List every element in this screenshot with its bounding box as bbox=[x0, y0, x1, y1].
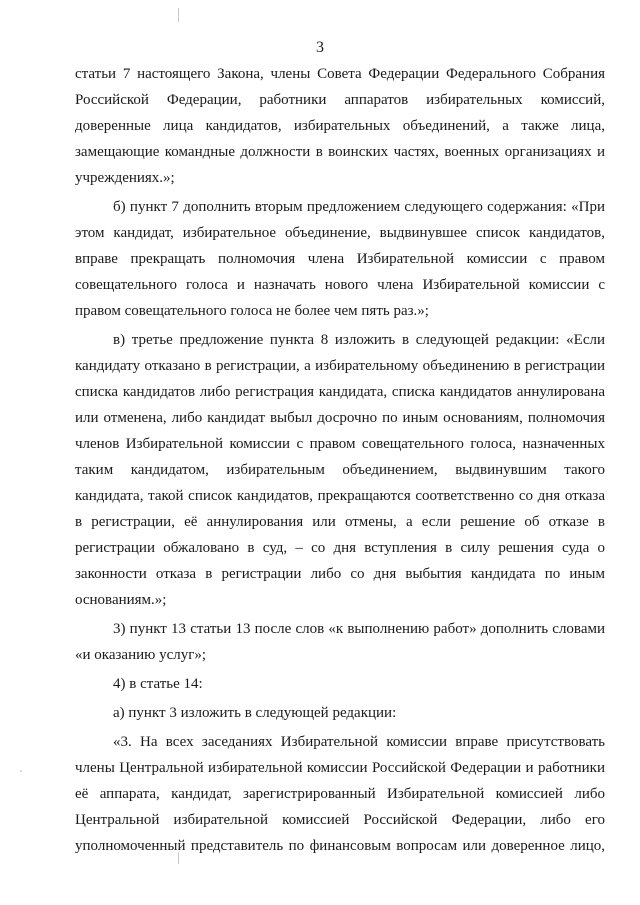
text-line: кандидата, такой список кандидатов, прекращаются соответственно со дня отказа bbox=[75, 488, 605, 504]
text-line: статьи 7 настоящего Закона, члены Совета Федерации Федерального Собрания bbox=[75, 66, 605, 82]
text-line: «и оказанию услуг»; bbox=[75, 647, 207, 663]
page-number: 3 bbox=[316, 39, 324, 56]
text-line: члены Центральной избирательной комиссии Российской Федерации и работники bbox=[75, 760, 605, 776]
text-line: совещательного голоса и назначать нового члена Избирательной комиссии с bbox=[75, 277, 605, 293]
text-line: доверенные лица кандидатов, избирательных объединений, а также лица, bbox=[75, 118, 605, 134]
text-line: 3) пункт 13 статьи 13 после слов «к выполнению работ» дополнить словами bbox=[113, 621, 605, 637]
text-line: этом кандидат, избирательное объединение, выдвинувшее список кандидатов, bbox=[75, 225, 605, 241]
scan-artifact-dot bbox=[20, 770, 22, 772]
paragraph bbox=[75, 671, 605, 697]
text-line: её аппарата, кандидат, зарегистрированный Избирательной комиссией либо bbox=[75, 786, 605, 802]
text-line: членов Избирательной комиссии с правом совещательного голоса, назначенных bbox=[75, 436, 605, 452]
text-line: таким кандидатом, избирательным объединением, выдвинувшим такого bbox=[75, 462, 605, 478]
text-line: в регистрации, её аннулирования или отмены, а если решение об отказе в bbox=[75, 514, 605, 530]
text-line: регистрации обжаловано в суд, – со дня вступления в силу решения суда о bbox=[75, 540, 605, 556]
text-line: основаниям.»; bbox=[75, 592, 167, 608]
text-line: Центральной избирательной комиссией Российской Федерации, либо его bbox=[75, 812, 605, 828]
scan-artifact-top bbox=[178, 8, 179, 22]
paragraph bbox=[75, 61, 605, 191]
text-line: списка кандидатов либо регистрация кандидата, списка кандидатов аннулирована bbox=[75, 384, 605, 400]
text-line: вправе прекращать полномочия члена Избирательной комиссии с правом bbox=[75, 251, 605, 267]
paragraph bbox=[75, 700, 605, 726]
text-line: б) пункт 7 дополнить вторым предложением следующего содержания: «При bbox=[113, 199, 605, 215]
text-line: а) пункт 3 изложить в следующей редакции: bbox=[113, 705, 397, 721]
text-line: уполномоченный представитель по финансовым вопросам или доверенное лицо, bbox=[75, 838, 605, 854]
text-line: или отменена, либо кандидат выбыл досрочно по иным основаниям, полномочия bbox=[75, 410, 605, 426]
paragraph bbox=[75, 194, 605, 324]
paragraph bbox=[75, 327, 605, 613]
text-line: «3. На всех заседаниях Избирательной комиссии вправе присутствовать bbox=[113, 734, 605, 750]
text-line: Российской Федерации, работники аппаратов избирательных комиссий, bbox=[75, 92, 605, 108]
text-line: учреждениях.»; bbox=[75, 170, 175, 186]
document-body bbox=[75, 61, 605, 859]
paragraph bbox=[75, 729, 605, 859]
text-line: кандидату отказано в регистрации, а избирательному объединению в регистрации bbox=[75, 358, 605, 374]
text-line: правом совещательного голоса не более чем пять раз.»; bbox=[75, 303, 429, 319]
text-line: 4) в статье 14: bbox=[113, 676, 203, 692]
text-line: замещающие командные должности в воинских частях, военных организациях и bbox=[75, 144, 605, 160]
paragraph bbox=[75, 616, 605, 668]
text-line: в) третье предложение пункта 8 изложить в следующей редакции: «Если bbox=[113, 332, 605, 348]
text-line: законности отказа в регистрации либо со дня выбытия кандидата по иным bbox=[75, 566, 605, 582]
